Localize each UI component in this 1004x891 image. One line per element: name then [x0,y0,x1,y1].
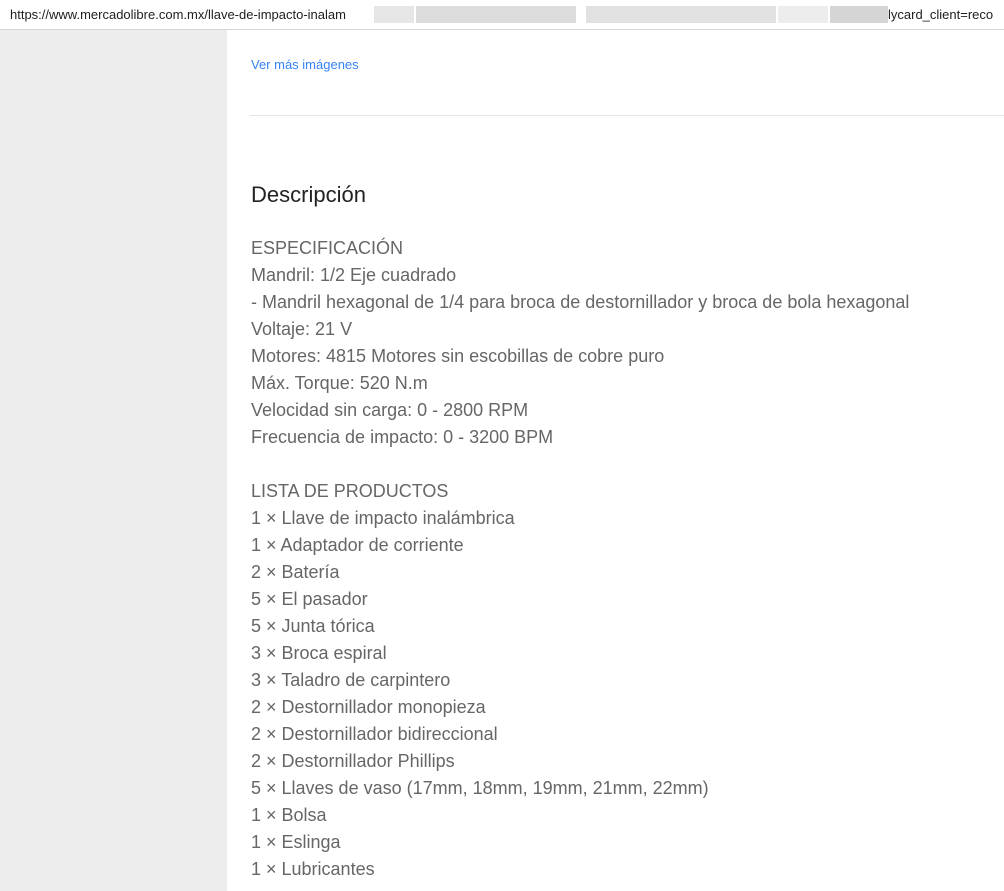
description-line: 1 × Lubricantes [251,859,375,879]
url-redacted-segment [374,6,414,23]
url-redacted-segment [778,6,828,23]
description-line: 1 × Llave de impacto inalámbrica [251,508,515,528]
address-bar[interactable] [0,0,1004,30]
more-images-link[interactable]: Ver más imágenes [251,57,359,72]
description-line: Motores: 4815 Motores sin escobillas de cobre puro [251,346,665,366]
description-line: Velocidad sin carga: 0 - 2800 RPM [251,400,529,420]
url-redacted-segment [830,6,888,23]
description-line: - Mandril hexagonal de 1/4 para broca de destornillador y broca de bola hexagonal [251,292,910,312]
description-line: Voltaje: 21 V [251,319,353,339]
description-line: 1 × Eslinga [251,832,341,852]
product-detail-panel [227,30,1004,891]
description-line: 2 × Destornillador bidireccional [251,724,498,744]
description-line: 2 × Destornillador monopieza [251,697,486,717]
description-body [251,235,1001,883]
description-line: Mandril: 1/2 Eje cuadrado [251,265,457,285]
description-line: 2 × Batería [251,562,340,582]
description-line: 3 × Taladro de carpintero [251,670,451,690]
url-redacted-segment [586,6,776,23]
section-divider [250,115,1004,116]
description-line: LISTA DE PRODUCTOS [251,481,449,501]
description-line: Máx. Torque: 520 N.m [251,373,428,393]
description-line [251,451,1001,478]
description-line: 5 × Llaves de vaso (17mm, 18mm, 19mm, 21mm, 22mm) [251,778,709,798]
description-line: 5 × El pasador [251,589,368,609]
description-line: ESPECIFICACIÓN [251,238,404,258]
description-line: Frecuencia de impacto: 0 - 3200 BPM [251,427,554,447]
description-line: 5 × Junta tórica [251,616,375,636]
description-line: 2 × Destornillador Phillips [251,751,455,771]
description-line: 1 × Adaptador de corriente [251,535,464,555]
description-line: 3 × Broca espiral [251,643,387,663]
description-line: 1 × Bolsa [251,805,327,825]
left-gutter [0,30,227,891]
url-text-end[interactable]: lycard_client=reco [888,7,994,22]
url-text[interactable]: https://www.mercadolibre.com.mx/llave-de-impacto-inalam [10,7,346,22]
description-title: Descripción [251,182,366,207]
url-redacted-segment [416,6,576,23]
